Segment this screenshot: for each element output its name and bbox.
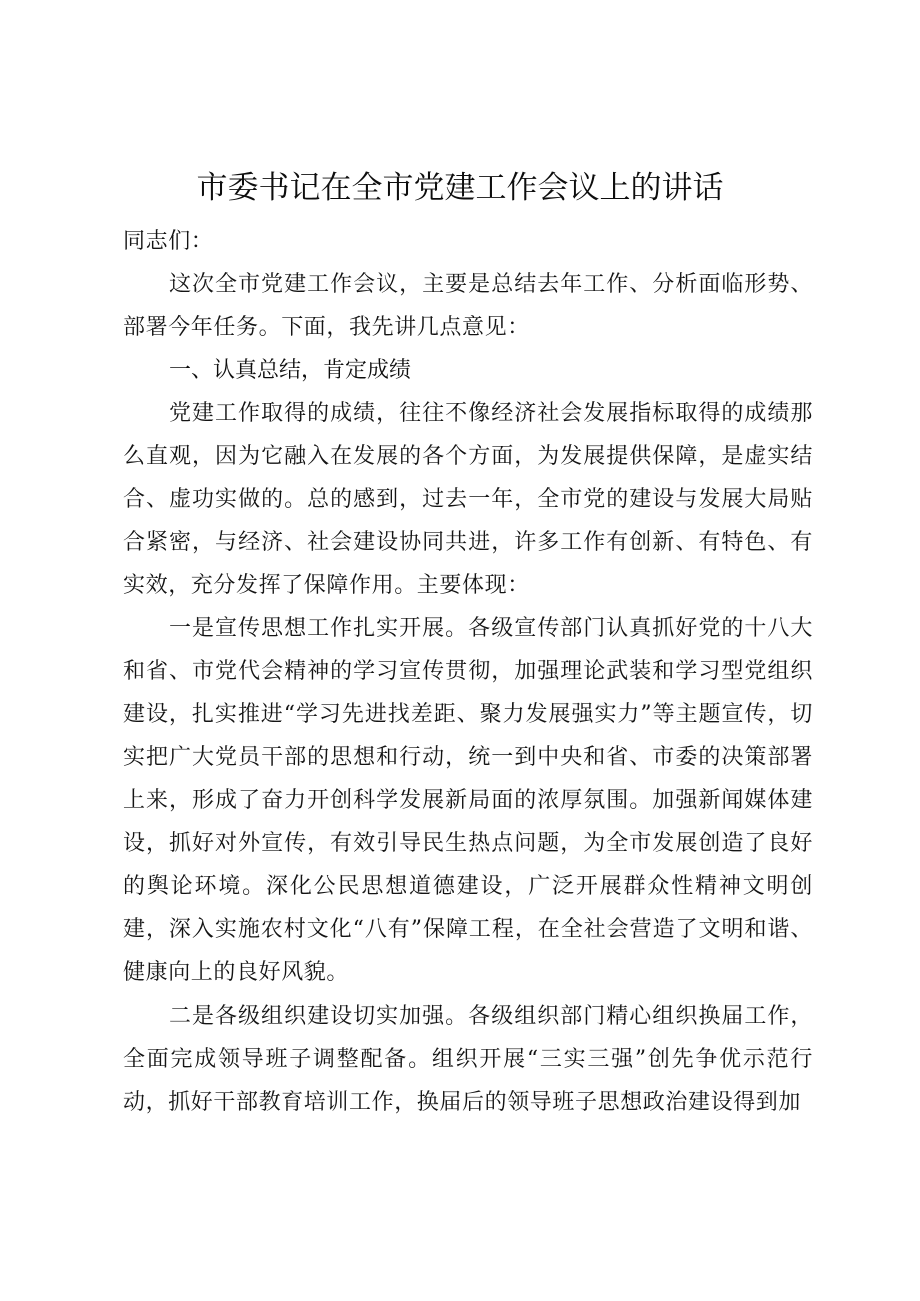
salutation: 同志们：: [123, 229, 214, 254]
document-title: 市委书记在全市党建工作会议上的讲话: [196, 170, 724, 206]
intro-paragraph: 这次全市党建工作会议，主要是总结去年工作、分析面临形势、部署今年任务。下面，我先讲几点意见：: [123, 272, 813, 340]
section-heading-1: 一、认真总结，肯定成绩: [169, 358, 412, 383]
paragraph-propaganda-work: 一是宣传思想工作扎实开展。各级宣传部门认真抓好党的十八大和省、市党代会精神的学习宣传贯彻，加强理论武装和学习型党组织建设，扎实推进“学习先进找差距、聚力发展强实力”等主题宣传，切实把广大党员干部的思想和行动，统一到中央和省、市委的决策部署上来，形成了奋力开创科学发展新局面的浓厚氛围。加强新闻媒体建设，抓好对外宣传，有效引导民生热点问题，为全市发展创造了良好的舆论环境。深化公民思想道德建设，广泛开展群众性精神文明创建，深入实施农村文化“八有”保障工程，在全社会营造了文明和谐、健康向上的良好风貌。: [123, 616, 813, 985]
paragraph-organization-building: 二是各级组织建设切实加强。各级组织部门精心组织换届工作，全面完成领导班子调整配备。组织开展“三实三强”创先争优示范行动，抓好干部教育培训工作，换届后的领导班子思想政治建设得到加: [123, 1004, 813, 1115]
paragraph-achievements: 党建工作取得的成绩，往往不像经济社会发展指标取得的成绩那么直观，因为它融入在发展的各个方面，为发展提供保障，是虚实结合、虚功实做的。总的感到，过去一年，全市党的建设与发展大局贴合紧密，与经济、社会建设协同共进，许多工作有创新、有特色、有实效，充分发挥了保障作用。主要体现：: [123, 401, 813, 598]
